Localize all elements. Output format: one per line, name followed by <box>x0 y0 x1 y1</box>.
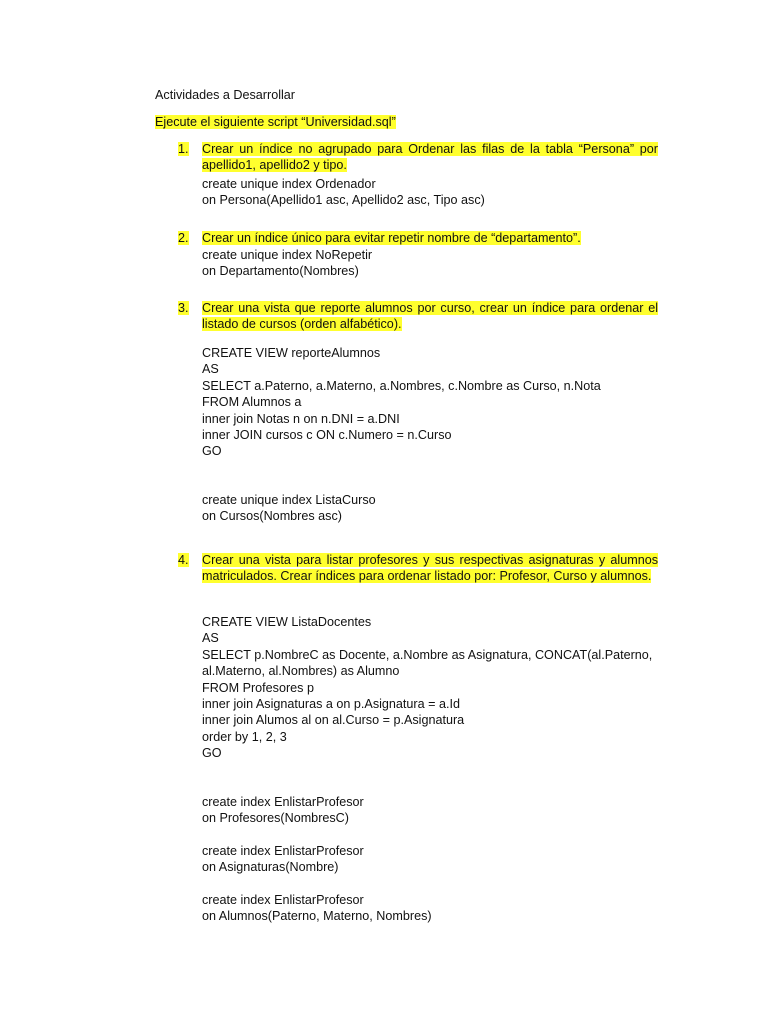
code-line: on Cursos(Nombres asc) <box>202 509 342 524</box>
code-line: AS <box>202 362 219 377</box>
code-block <box>202 247 372 280</box>
intro-line <box>155 114 396 130</box>
code-line: inner join Notas n on n.DNI = a.DNI <box>202 411 400 426</box>
code-block <box>202 492 376 525</box>
item-title: Crear un índice no agrupado para Ordenar las filas de la tabla “Persona” por apellido1, apellido2 y tipo. <box>202 142 658 172</box>
code-line: CREATE VIEW reporteAlumnos <box>202 346 381 360</box>
item-title: Crear un índice único para evitar repetir nombre de “departamento”. <box>202 231 581 245</box>
item-number: 4. <box>178 553 189 567</box>
code-line: create unique index ListaCurso <box>202 493 376 507</box>
code-block <box>202 345 601 460</box>
intro-text: Ejecute el siguiente script “Universidad.sql” <box>155 115 396 129</box>
code-line: on Profesores(NombresC) <box>202 811 349 826</box>
code-line: al.Materno, al.Nombres) as Alumno <box>202 664 400 679</box>
code-line: inner JOIN cursos c ON c.Numero = n.Curso <box>202 428 452 443</box>
code-line: create index EnlistarProfesor <box>202 795 364 809</box>
code-block <box>202 843 364 876</box>
code-block <box>202 794 364 827</box>
code-line: on Alumnos(Paterno, Materno, Nombres) <box>202 909 432 924</box>
code-line: order by 1, 2, 3 <box>202 729 287 744</box>
code-line: FROM Alumnos a <box>202 395 302 410</box>
code-line: AS <box>202 631 219 646</box>
item-title: Crear una vista para listar profesores y sus respectivas asignaturas y alumnos matriculados. Crear índices para ordenar listado por: Profesor, Curso y alumnos. <box>202 553 658 583</box>
code-line: on Departamento(Nombres) <box>202 264 359 279</box>
code-line: SELECT p.NombreC as Docente, a.Nombre as Asignatura, CONCAT(al.Paterno, <box>202 647 653 662</box>
code-line: create unique index Ordenador <box>202 177 376 191</box>
code-line: inner join Asignaturas a on p.Asignatura = a.Id <box>202 697 460 712</box>
item-number: 3. <box>178 301 189 315</box>
item-number: 2. <box>178 231 189 245</box>
code-line: SELECT a.Paterno, a.Materno, a.Nombres, c.Nombre as Curso, n.Nota <box>202 378 601 393</box>
code-line: GO <box>202 444 222 459</box>
code-line: on Asignaturas(Nombre) <box>202 860 339 875</box>
code-line: FROM Profesores p <box>202 680 314 695</box>
item-number: 1. <box>178 142 189 156</box>
code-line: CREATE VIEW ListaDocentes <box>202 615 372 629</box>
page-heading: Actividades a Desarrollar <box>155 88 295 102</box>
code-block <box>202 614 652 762</box>
code-line: create unique index NoRepetir <box>202 248 373 262</box>
code-block <box>202 892 432 925</box>
code-block <box>202 176 485 209</box>
code-line: on Persona(Apellido1 asc, Apellido2 asc, Tipo asc) <box>202 193 485 208</box>
code-line: create index EnlistarProfesor <box>202 893 364 907</box>
code-line: create index EnlistarProfesor <box>202 844 364 858</box>
code-line: inner join Alumos al on al.Curso = p.Asignatura <box>202 713 465 728</box>
item-title: Crear una vista que reporte alumnos por curso, crear un índice para ordenar el listado de cursos (orden alfabético). <box>202 301 658 331</box>
code-line: GO <box>202 746 222 761</box>
